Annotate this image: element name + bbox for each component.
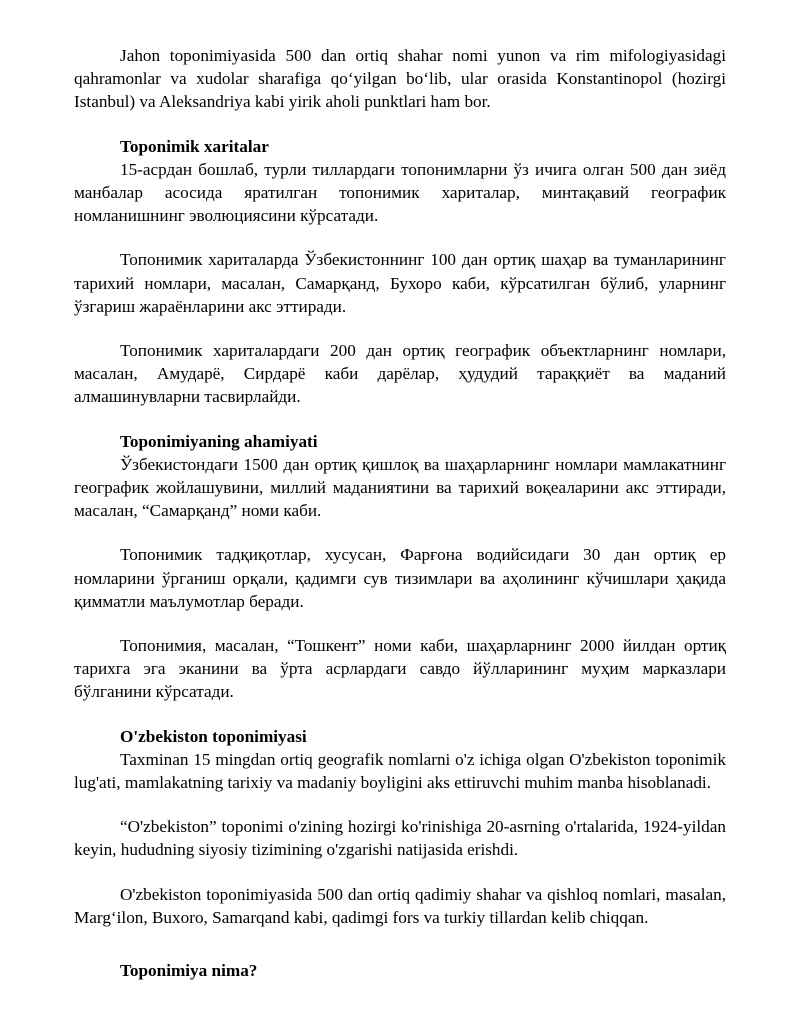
paragraph-villages-cities: Ўзбекистондаги 1500 дан ортиқ қишлоқ ва шаҳарларнинг номлари мамлакатнинг географик жойлашувини, миллий маданиятини ва тарихий воқеаларини акс эттиради, масалан, “Самарқанд” номи каби. (74, 454, 726, 521)
paragraph-toponymic-dictionary: Taxminan 15 mingdan ortiq geografik nomlarni o'z ichiga olgan O'zbekiston toponimik lug'ati, mamlakatning tarixiy va madaniy boyligini aks ettiruvchi muhim manba hisoblanadi. (74, 749, 726, 793)
paragraph-maps-15th-century: 15-асрдан бошлаб, турли тиллардаги топонимларни ўз ичига олган 500 дан зиёд манбалар асосида яратилган топонимик хариталар, минтақавий географик номланишнинг эволюциясини кўрсатади. (74, 159, 726, 226)
paragraph-ancient-names: O'zbekiston toponimiyasida 500 dan ortiq qadimiy shahar va qishloq nomlari, masalan, Marg‘ilon, Buxoro, Samarqand kabi, qadimgi fors va turkiy tillardan kelib chiqqan. (74, 884, 726, 927)
paragraph-maps-geographic-objects: Топонимик хариталардаги 200 дан ортиқ географик объектларнинг номлари, масалан, Амударё, Сирдарё каби дарёлар, ҳудудий тараққиёт ва маданий алмашинувларни тасвирлайди. (74, 341, 726, 407)
paragraph-uzbekistan-name-origin: “O'zbekiston” toponimi o'zining hozirgi ko'rinishiga 20-asrning o'rtalarida, 1924-yildan keyin, hududning siyosiy tizimining o'zgarishi natijasida erishdi. (74, 817, 726, 860)
document-page (74, 44, 726, 982)
paragraph-fergana-research: Топонимик тадқиқотлар, хусусан, Фарғона водийсидаги 30 дан ортиқ ер номларини ўрганиш орқали, қадимги сув тизимлари ва аҳолининг кўчишлари ҳақида қимматли маълумотлар беради. (74, 545, 726, 611)
heading-uzbekistan-toponymy: O'zbekiston toponimiyasi (120, 726, 307, 746)
heading-toponymy-importance: Toponimiyaning ahamiyati (120, 431, 318, 451)
paragraph-maps-uzbekistan-cities: Топонимик хариталарда Ўзбекистоннинг 100 дан ортиқ шаҳар ва туманларининг тарихий номлари, масалан, Самарқанд, Бухоро каби, кўрсатилган бўлиб, уларнинг ўзгариш жараёнларини акс эттиради. (74, 250, 726, 316)
paragraph-tashkent-history: Топонимия, масалан, “Тошкент” номи каби, шаҳарларнинг 2000 йилдан ортиқ тарихга эга эканини ва ўрта асрлардаги савдо йўлларининг муҳим марказлари бўлганини кўрсатади. (74, 636, 726, 702)
heading-toponymic-maps: Toponimik xaritalar (120, 136, 269, 156)
heading-what-is-toponymy: Toponimiya nima? (120, 961, 258, 981)
paragraph-hellenic-names: Jahon toponimiyasida 500 dan ortiq shahar nomi yunon va rim mifologiyasidagi qahramonlar va xudolar sharafiga qo‘yilgan bo‘lib, ular orasida Konstantinopol (hozirgi Istanbul) va Aleksandriya kabi yirik aholi punktlari ham bor. (74, 46, 726, 112)
